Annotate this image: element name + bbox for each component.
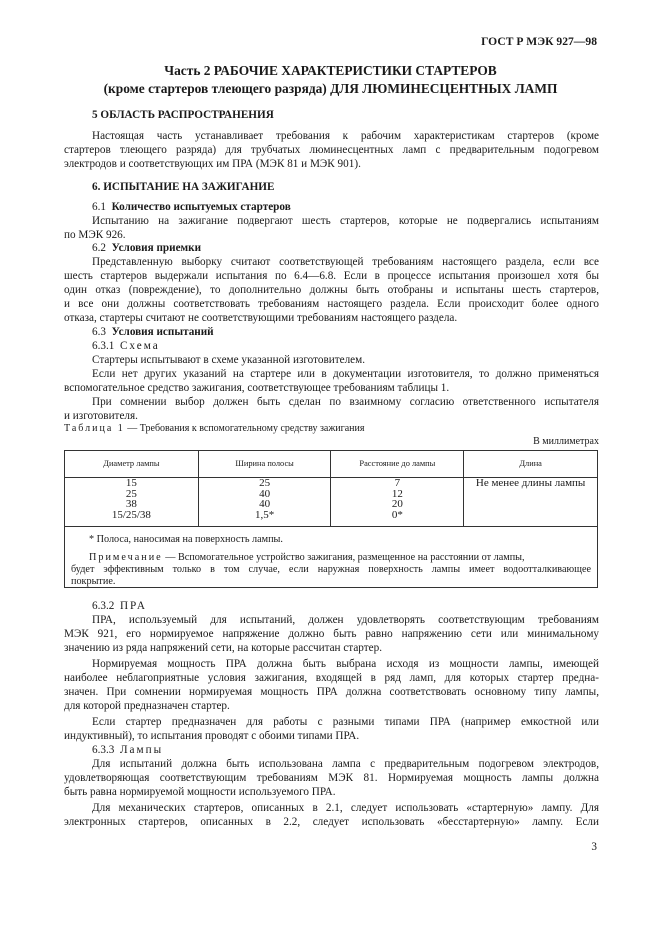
paragraph-line: электронных стартеров, описанных в 2.2, следует использовать «бесстартерную» лампу. Если — [64, 816, 599, 828]
paragraph-line: Для механических стартеров, описанных в 2.1, следует использовать «стартерную» лампу. Для — [92, 802, 599, 814]
section-5-line: стартеров тлеющего разряда) для трубчатых люминесцентных ламп с предварительным подогревом — [64, 144, 599, 156]
table-notes-cell — [65, 527, 598, 588]
paragraph-line: индуктивный), то испытания проводят с обоими типами ПРА. — [64, 730, 360, 742]
table-cell: 25 — [125, 487, 137, 500]
paragraph-line: значению из ряда напряжений сети, на которые рассчитан стартер. — [64, 642, 382, 654]
diameter-column — [65, 478, 199, 527]
table-cell: 40 — [259, 498, 271, 510]
part-title-line1: Часть 2 РАБОЧИЕ ХАРАКТЕРИСТИКИ СТАРТЕРОВ — [164, 63, 497, 78]
subsection-number: 6.3 — [92, 326, 106, 338]
note-label: Примечание — [89, 552, 163, 563]
paragraph-line: Представленную выборку считают соответствующей требованиям настоящего раздела, если все — [92, 256, 599, 268]
table-header-cell: Расстояние до лампы — [331, 451, 464, 478]
paragraph-line: отказа, стартеры считают не соответствующими требованиям настоящего раздела. — [64, 312, 458, 324]
table-cell: 1,5* — [254, 508, 275, 521]
table-cell: Не менее длины лампы — [475, 477, 586, 489]
subsection-title: Количество испытуемых стартеров — [111, 201, 291, 213]
table-header-cell: Диаметр лампы — [65, 451, 199, 478]
section-5-heading: 5 ОБЛАСТЬ РАСПРОСТРАНЕНИЯ — [92, 109, 274, 121]
table-cell: 15/25/38 — [111, 508, 151, 521]
length-column — [464, 478, 598, 527]
subsection-number: 6.3.3 — [92, 744, 115, 756]
paragraph-line: Испытанию на зажигание подвергают шесть стартеров, которые не подвергались испытаниям — [92, 215, 599, 227]
subsection-number: 6.3.2 — [92, 600, 115, 612]
table-note-first-line — [89, 552, 525, 565]
table-cell: 0* — [391, 508, 403, 521]
paragraph-line: и изготовителя. — [64, 410, 138, 422]
subsection-title: Лампы — [119, 744, 164, 756]
paragraph-line: значен. При сомнении нормируемая мощность ПРА должна соответствовать основному типу лампы, — [64, 686, 599, 698]
table-header-cell: Длина — [464, 451, 598, 478]
subsection-title: Условия испытаний — [111, 326, 214, 338]
paragraph-line: вспомогательное средство зажигания, соответствующее требованиям таблицы 1. — [64, 382, 450, 394]
part-title-line2: (кроме стартеров тлеющего разряда) ДЛЯ ЛЮМИНЕСЦЕНТНЫХ ЛАМП — [103, 81, 558, 96]
table-cell: 38 — [125, 498, 137, 510]
table-caption-text: — Требования к вспомогательному средству зажигания — [124, 423, 365, 434]
table-note-line: покрытие. — [71, 576, 116, 587]
table-footnote: * Полоса, наносимая на поверхность лампы. — [89, 534, 283, 545]
paragraph-line: быть равна нормируемой мощности используемого ПРА. — [64, 786, 336, 798]
subsection-title: ПРА — [119, 600, 147, 612]
note-text: — Вспомогательное устройство зажигания, размещенное на расстоянии от лампы, — [162, 552, 525, 563]
table-header-cell: Ширина полосы — [198, 451, 331, 478]
section-5-line: электродов и соответствующих им ПРА (МЭК 81 и МЭК 901). — [64, 158, 361, 170]
paragraph-line: Если стартер предназначен для работы с разными типами ПРА (например емкостной или — [92, 716, 599, 728]
page-number: 3 — [591, 841, 597, 853]
requirements-table — [64, 450, 598, 588]
table-caption-label: Таблица 1 — [64, 423, 125, 434]
paragraph-line: и все они должны соответствовать требованиям настоящего раздела. Если происходит более одного — [64, 298, 599, 310]
subsection-title: Схема — [119, 340, 160, 352]
subsection-6-2-heading — [92, 241, 201, 255]
paragraph-line: Стартеры испытывают в схеме указанной изготовителем. — [92, 354, 365, 366]
paragraph-line: удовлетворяющая соответствующим требованиям МЭК 81. Нормируемая мощность лампы должна — [64, 772, 599, 784]
table-caption — [64, 422, 364, 436]
distance-column — [331, 478, 464, 527]
table-cell: 20 — [391, 498, 403, 510]
subsection-6-3-1-heading — [92, 339, 160, 353]
table-notes-row — [65, 527, 598, 588]
paragraph-line: Если нет других указаний на стартере или в документации изготовителя, то должно применяться — [92, 368, 599, 380]
paragraph-line: для которой предназначен стартер. — [64, 700, 230, 712]
paragraph-line: Для испытаний должна быть использована лампа с предварительным подогревом электродов, — [92, 758, 599, 770]
paragraph-line: При сомнении выбор должен быть сделан по взаимному согласию ответственного испытателя — [92, 396, 599, 408]
table-row — [65, 478, 598, 527]
paragraph-line: по МЭК 926. — [64, 229, 126, 241]
section-6-heading: 6. ИСПЫТАНИЕ НА ЗАЖИГАНИЕ — [92, 181, 275, 193]
table-cell: 40 — [259, 487, 271, 500]
subsection-title: Условия приемки — [111, 242, 202, 254]
table-cell: 25 — [259, 477, 271, 489]
paragraph-line: наиболее неблагоприятные условия зажигания, входящей в ряд ламп, для которых стартер предна- — [64, 672, 599, 684]
paragraph-line: шесть стартеров выдержали испытания по 6.4—6.8. Если в процессе испытания произошел хотя бы — [64, 270, 599, 282]
table-cell: 7 — [394, 477, 401, 489]
paragraph-line: Нормируемая мощность ПРА должна быть выбрана исходя из мощности лампы, имеющей — [92, 658, 599, 670]
table-cell: 15 — [125, 477, 137, 489]
subsection-number: 6.1 — [92, 201, 106, 213]
subsection-6-3-2-heading — [92, 599, 147, 613]
subsection-number: 6.2 — [92, 242, 106, 254]
table-units: В миллиметрах — [533, 436, 599, 447]
width-column — [198, 478, 331, 527]
section-5-line: Настоящая часть устанавливает требования к рабочим характеристикам стартеров (кроме — [92, 130, 599, 142]
paragraph-line: один отказ (повреждение), то дополнительно должны быть отобраны и испытаны шесть стартеров, — [64, 284, 599, 296]
table-header-row — [65, 451, 598, 478]
table-note-line: будет эффективным только в том случае, если наружная поверхность лампы имеет водоотталкивающее — [71, 564, 591, 575]
paragraph-line: МЭК 921, его нормируемое напряжение должно быть равно напряжению сети или минимальному — [64, 628, 599, 640]
subsection-number: 6.3.1 — [92, 340, 115, 352]
paragraph-line: ПРА, используемый для испытаний, должен удовлетворять соответствующим требованиям — [92, 614, 599, 626]
subsection-6-1-heading — [92, 200, 291, 214]
table-cell: 12 — [391, 487, 403, 500]
standard-code: ГОСТ Р МЭК 927—98 — [481, 35, 597, 48]
subsection-6-3-3-heading — [92, 743, 163, 757]
subsection-6-3-heading — [92, 325, 214, 339]
